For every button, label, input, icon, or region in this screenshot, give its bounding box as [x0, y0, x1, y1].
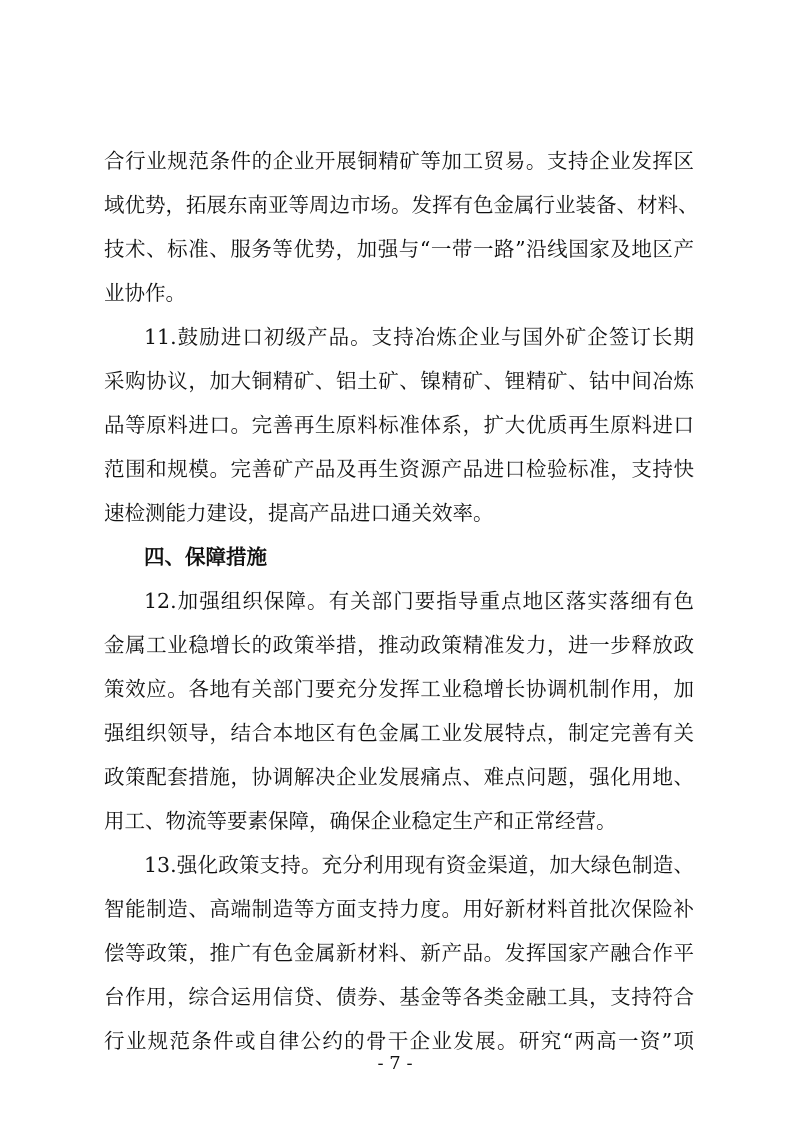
paragraph-12-first-line: 12.加强组织保障。有关部门要指导重点地区落实落细有色: [144, 589, 694, 613]
body-text-line: 技术、标准、服务等优势，加强与“一带一路”沿线国家及地区产: [104, 237, 694, 261]
page-number: - 7 -: [377, 1053, 413, 1074]
section-heading: 四、保障措施: [144, 545, 267, 569]
body-text-line: 行业规范条件或自律公约的骨干企业发展。研究“两高一资”项: [104, 1029, 694, 1053]
body-text-line: 政策配套措施，协调解决企业发展痛点、难点问题，强化用地、: [104, 765, 694, 789]
body-text-line: 强组织领导，结合本地区有色金属工业发展特点，制定完善有关: [104, 721, 694, 745]
body-text-line: 业协作。: [104, 281, 186, 305]
body-text-line: 台作用，综合运用信贷、债券、基金等各类金融工具，支持符合: [104, 985, 694, 1009]
body-text-line: 域优势，拓展东南亚等周边市场。发挥有色金属行业装备、材料、: [104, 193, 699, 217]
body-text-line: 采购协议，加大铜精矿、铝土矿、镍精矿、锂精矿、钴中间冶炼: [104, 369, 694, 393]
body-text-line: 合行业规范条件的企业开展铜精矿等加工贸易。支持企业发挥区: [104, 149, 694, 173]
paragraph-11-first-line: 11.鼓励进口初级产品。支持冶炼企业与国外矿企签订长期: [144, 325, 694, 349]
body-text-line: 范围和规模。完善矿产品及再生资源产品进口检验标准，支持快: [104, 457, 694, 481]
body-text-line: 用工、物流等要素保障，确保企业稳定生产和正常经营。: [104, 809, 617, 833]
body-text-line: 智能制造、高端制造等方面支持力度。用好新材料首批次保险补: [104, 897, 694, 921]
body-text-line: 速检测能力建设，提高产品进口通关效率。: [104, 501, 494, 525]
body-text-line: 金属工业稳增长的政策举措，推动政策精准发力，进一步释放政: [104, 633, 694, 657]
body-text-line: 品等原料进口。完善再生原料标准体系，扩大优质再生原料进口: [104, 413, 694, 437]
body-text-line: 偿等政策，推广有色金属新材料、新产品。发挥国家产融合作平: [104, 941, 694, 965]
body-text-line: 策效应。各地有关部门要充分发挥工业稳增长协调机制作用，加: [104, 677, 694, 701]
paragraph-13-first-line: 13.强化政策支持。充分利用现有资金渠道，加大绿色制造、: [144, 853, 694, 877]
